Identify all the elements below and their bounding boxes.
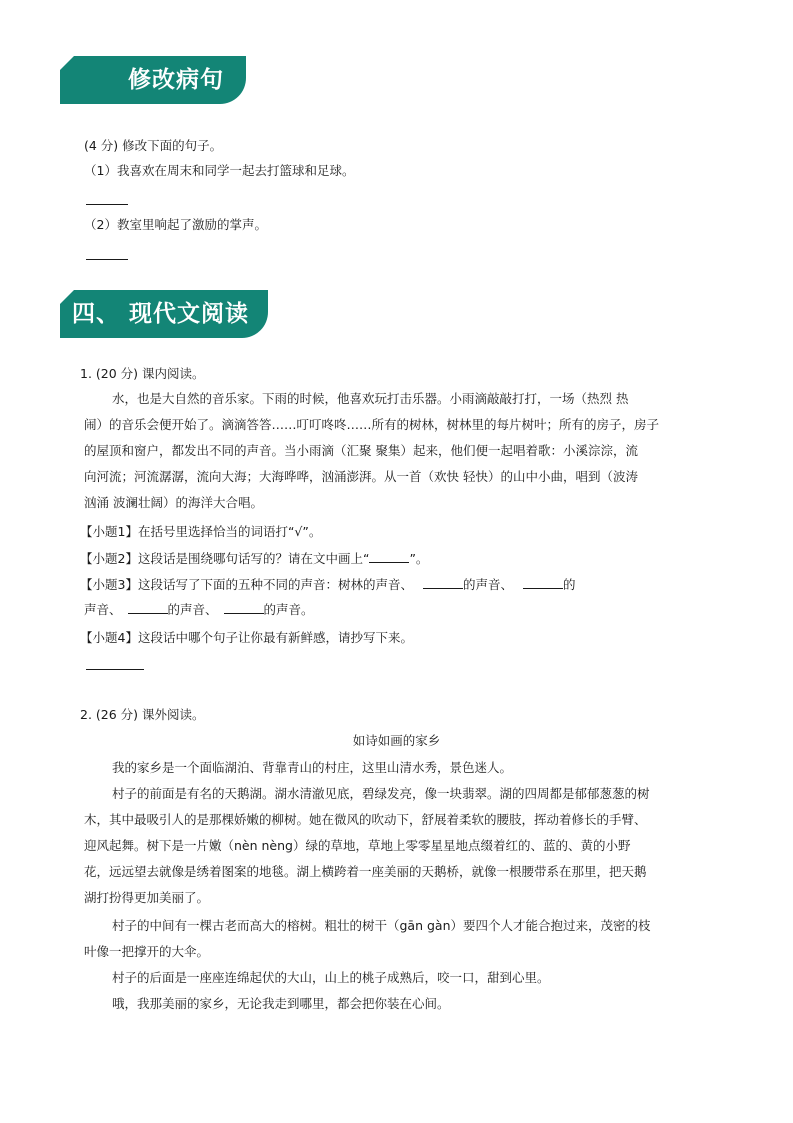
- passage-line: 向河流；河流潺潺，流向大海；大海哗哗，汹涌澎湃。从一首（欢快 轻快）的山中小曲，唱到（波涛: [84, 469, 638, 484]
- passage-line: 水，也是大自然的音乐家。下雨的时候，他喜欢玩打击乐器。小雨滴敲敲打打，一场（热烈 热: [112, 391, 629, 406]
- section-banner-reading: [60, 290, 268, 338]
- section-title: 四、 现代文阅读: [72, 301, 250, 327]
- passage-line: 我的家乡是一个面临湖泊、背靠青山的村庄，这里山清水秀，景色迷人。: [112, 760, 513, 775]
- answer-blank[interactable]: [423, 576, 463, 589]
- passage-line: 的屋顶和窗户，都发出不同的声音。当小雨滴（汇聚 聚集）起来，他们便一起唱着歌：小溪淙淙，流: [84, 443, 638, 458]
- revise-question: (4 分) 修改下面的句子。: [84, 138, 223, 153]
- subquestion-2: [80, 550, 428, 567]
- subquestion-3-cont: [84, 601, 314, 618]
- subquestion-4: 【小题4】这段话中哪个句子让你最有新鲜感，请抄写下来。: [80, 630, 413, 645]
- question-header: 2. (26 分) 课外阅读。: [80, 707, 205, 722]
- subquestion-1: 【小题1】在括号里选择恰当的词语打“√”。: [80, 524, 322, 539]
- passage-title: 如诗如画的家乡: [352, 733, 441, 748]
- subquestion-2-end: ”。: [409, 551, 429, 566]
- answer-line: [86, 204, 128, 205]
- passage-line: 湖打扮得更加美丽了。: [84, 890, 210, 905]
- answer-blank[interactable]: [523, 576, 563, 589]
- subquestion-3-seg: 的声音、: [167, 602, 218, 617]
- answer-blank[interactable]: [224, 601, 264, 614]
- revise-item-1: （1）我喜欢在周末和同学一起去打篮球和足球。: [84, 163, 355, 178]
- section-banner-revise: [60, 56, 246, 104]
- subquestion-2-text: 【小题2】这段话是围绕哪句话写的？请在文中画上“: [80, 551, 370, 566]
- subquestion-3-seg: 的: [562, 577, 576, 592]
- question-header: 1. (20 分) 课内阅读。: [80, 366, 205, 381]
- subquestion-3: [80, 576, 575, 593]
- answer-line: [86, 259, 128, 260]
- passage-line: 叶像一把撑开的大伞。: [84, 944, 210, 959]
- passage-line: 汹涌 波澜壮阔）的海洋大合唱。: [84, 495, 263, 510]
- passage-line: 木，其中最吸引人的是那棵娇嫩的柳树。她在微风的吹动下，舒展着柔软的腰肢，挥动着修长的手臂、: [84, 812, 647, 827]
- subquestion-3-seg: 的声音、: [462, 577, 513, 592]
- subquestion-3-seg: 的声音。: [263, 602, 314, 617]
- passage-line: 村子的后面是一座座连绵起伏的大山，山上的桃子成熟后，咬一口，甜到心里。: [112, 970, 550, 985]
- passage-line: 花，远远望去就像是绣着图案的地毯。湖上横跨着一座美丽的天鹅桥，就像一根腰带系在那里，把天鹅: [84, 864, 647, 879]
- answer-line: [86, 669, 144, 670]
- answer-blank[interactable]: [369, 550, 409, 563]
- passage-line: 迎风起舞。树下是一片嫩（nèn nèng）绿的草地，草地上零零星星地点缀着红的、蓝的、黄的小野: [84, 838, 631, 853]
- banner-notch: [60, 56, 74, 70]
- passage-line: 村子的中间有一棵古老而高大的榕树。粗壮的树干（gān gàn）要四个人才能合抱过来，茂密的枝: [112, 918, 651, 933]
- passage-line: 村子的前面是有名的天鹅湖。湖水清澈见底，碧绿发亮，像一块翡翠。湖的四周都是郁郁葱葱的树: [112, 786, 650, 801]
- passage-line: 哦，我那美丽的家乡，无论我走到哪里，都会把你装在心间。: [112, 996, 450, 1011]
- answer-blank[interactable]: [128, 601, 168, 614]
- passage-line: 闹）的音乐会便开始了。滴滴答答……叮叮咚咚……所有的树林，树林里的每片树叶；所有的房子，房子: [84, 417, 660, 432]
- subquestion-3-seg: 声音、: [84, 602, 122, 617]
- revise-item-2: （2）教室里响起了激励的掌声。: [84, 217, 267, 232]
- section-title: 修改病句: [128, 67, 224, 93]
- subquestion-3-text: 【小题3】这段话写了下面的五种不同的声音：树林的声音、: [80, 577, 413, 592]
